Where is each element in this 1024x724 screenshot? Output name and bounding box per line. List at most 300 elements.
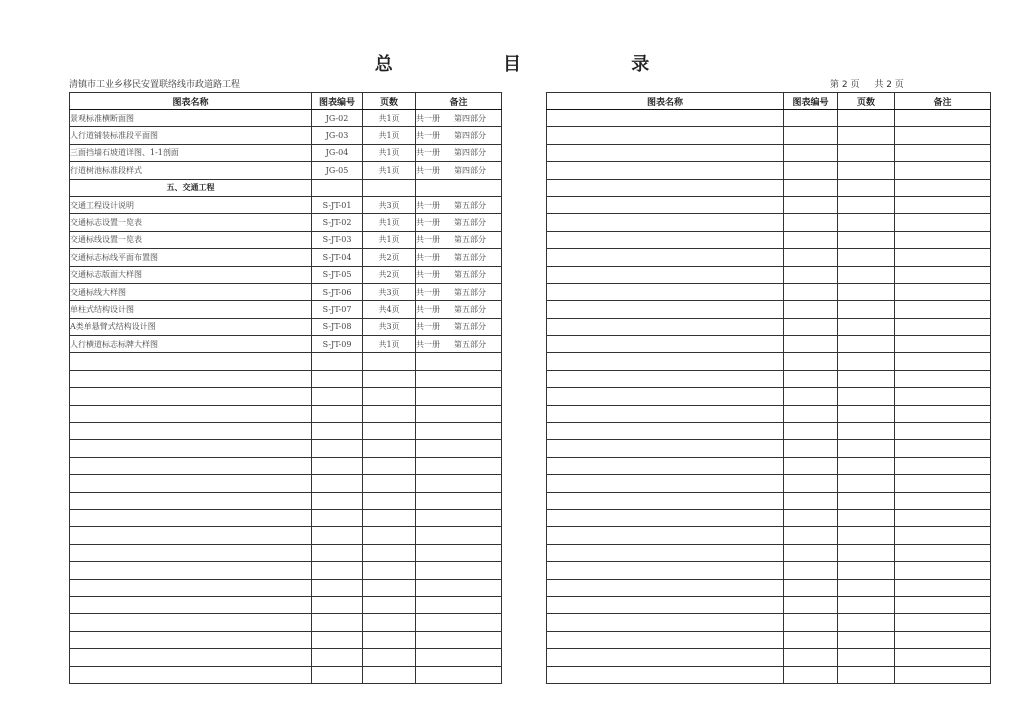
empty-cell bbox=[70, 475, 312, 492]
table-row bbox=[547, 475, 991, 492]
empty-cell bbox=[363, 388, 416, 405]
empty-cell bbox=[547, 162, 784, 179]
table-row bbox=[547, 231, 991, 248]
empty-cell bbox=[363, 353, 416, 370]
empty-cell bbox=[784, 544, 838, 561]
empty-cell bbox=[312, 509, 363, 526]
empty-cell bbox=[363, 527, 416, 544]
empty-cell bbox=[895, 336, 991, 353]
volume-label: 共一册 bbox=[416, 165, 440, 175]
empty-cell bbox=[547, 649, 784, 666]
empty-cell bbox=[312, 666, 363, 683]
table-row bbox=[547, 666, 991, 683]
section-heading: 五、交通工程 bbox=[70, 179, 312, 196]
empty-cell bbox=[895, 405, 991, 422]
drawing-code: S-JT-05 bbox=[312, 266, 363, 283]
table-row bbox=[70, 283, 502, 300]
volume-label: 共一册 bbox=[416, 304, 440, 314]
drawing-code: S-JT-06 bbox=[312, 283, 363, 300]
empty-cell bbox=[70, 544, 312, 561]
empty-cell bbox=[784, 596, 838, 613]
table-row bbox=[547, 336, 991, 353]
empty-cell bbox=[895, 527, 991, 544]
drawing-name: 人行道铺装标准段平面图 bbox=[70, 127, 312, 144]
empty-cell bbox=[70, 562, 312, 579]
part-label: 第五部分 bbox=[454, 322, 486, 332]
empty-cell bbox=[312, 614, 363, 631]
part-label: 第五部分 bbox=[454, 200, 486, 210]
empty-cell bbox=[895, 492, 991, 509]
page-count: 共3页 bbox=[363, 196, 416, 213]
table-row bbox=[70, 579, 502, 596]
drawing-name: 交通标志设置一览表 bbox=[70, 214, 312, 231]
remark bbox=[416, 301, 502, 318]
empty-cell bbox=[838, 614, 895, 631]
empty-cell bbox=[312, 544, 363, 561]
drawing-name: 行道树池标准段样式 bbox=[70, 162, 312, 179]
remark bbox=[416, 336, 502, 353]
header-pages: 页数 bbox=[363, 93, 416, 110]
table-row bbox=[70, 440, 502, 457]
drawing-code: S-JT-01 bbox=[312, 196, 363, 213]
empty-cell bbox=[895, 666, 991, 683]
table-row bbox=[70, 266, 502, 283]
empty-cell bbox=[547, 475, 784, 492]
table-row bbox=[547, 370, 991, 387]
empty-cell bbox=[70, 440, 312, 457]
page-count bbox=[363, 179, 416, 196]
empty-cell bbox=[70, 631, 312, 648]
empty-cell bbox=[838, 336, 895, 353]
header-note: 备注 bbox=[416, 93, 502, 110]
empty-cell bbox=[312, 562, 363, 579]
empty-cell bbox=[784, 370, 838, 387]
empty-cell bbox=[312, 631, 363, 648]
volume-label: 共一册 bbox=[416, 287, 440, 297]
empty-cell bbox=[547, 579, 784, 596]
empty-cell bbox=[838, 475, 895, 492]
drawing-code: S-JT-09 bbox=[312, 336, 363, 353]
table-row bbox=[547, 162, 991, 179]
empty-cell bbox=[363, 440, 416, 457]
table-row bbox=[70, 649, 502, 666]
empty-cell bbox=[547, 666, 784, 683]
remark bbox=[416, 214, 502, 231]
table-header-row bbox=[547, 93, 991, 110]
empty-cell bbox=[895, 596, 991, 613]
page-info bbox=[830, 77, 916, 90]
page-count: 共4页 bbox=[363, 301, 416, 318]
empty-cell bbox=[895, 388, 991, 405]
table-row bbox=[547, 249, 991, 266]
empty-cell bbox=[547, 318, 784, 335]
empty-cell bbox=[895, 370, 991, 387]
empty-cell bbox=[70, 370, 312, 387]
empty-cell bbox=[416, 544, 502, 561]
empty-cell bbox=[363, 475, 416, 492]
table-row bbox=[547, 405, 991, 422]
toc-table-left bbox=[69, 92, 502, 684]
part-label: 第四部分 bbox=[454, 113, 486, 123]
table-row bbox=[70, 249, 502, 266]
table-row bbox=[547, 649, 991, 666]
empty-cell bbox=[312, 440, 363, 457]
table-row bbox=[70, 231, 502, 248]
empty-cell bbox=[416, 579, 502, 596]
empty-cell bbox=[547, 370, 784, 387]
table-row bbox=[70, 214, 502, 231]
drawing-name: 交通工程设计说明 bbox=[70, 196, 312, 213]
table-row bbox=[70, 336, 502, 353]
empty-cell bbox=[70, 527, 312, 544]
empty-cell bbox=[838, 440, 895, 457]
table-row bbox=[70, 631, 502, 648]
drawing-name: 三面挡墙石坡道详图、1-1剖面 bbox=[70, 144, 312, 161]
table-row bbox=[547, 127, 991, 144]
empty-cell bbox=[547, 614, 784, 631]
toc-table-right bbox=[546, 92, 991, 684]
page-count: 共3页 bbox=[363, 318, 416, 335]
table-row bbox=[70, 127, 502, 144]
empty-cell bbox=[363, 631, 416, 648]
part-label: 第五部分 bbox=[454, 287, 486, 297]
empty-cell bbox=[312, 649, 363, 666]
table-row bbox=[70, 144, 502, 161]
empty-cell bbox=[838, 266, 895, 283]
empty-cell bbox=[838, 423, 895, 440]
remark bbox=[416, 127, 502, 144]
empty-cell bbox=[784, 318, 838, 335]
drawing-name: 交通标志标线平面布置图 bbox=[70, 249, 312, 266]
header-code: 图表编号 bbox=[312, 93, 363, 110]
empty-cell bbox=[838, 509, 895, 526]
empty-cell bbox=[70, 596, 312, 613]
empty-cell bbox=[70, 614, 312, 631]
table-row bbox=[70, 457, 502, 474]
empty-cell bbox=[416, 353, 502, 370]
empty-cell bbox=[547, 301, 784, 318]
part-label: 第五部分 bbox=[454, 218, 486, 228]
project-name: 清镇市工业乡移民安置联络线市政道路工程 bbox=[69, 80, 241, 90]
empty-cell bbox=[838, 144, 895, 161]
page-count: 共2页 bbox=[363, 266, 416, 283]
empty-cell bbox=[363, 562, 416, 579]
empty-cell bbox=[416, 405, 502, 422]
empty-cell bbox=[784, 631, 838, 648]
empty-cell bbox=[895, 231, 991, 248]
table-row bbox=[70, 614, 502, 631]
volume-label: 共一册 bbox=[416, 322, 440, 332]
table-row bbox=[547, 214, 991, 231]
table-row bbox=[547, 283, 991, 300]
empty-cell bbox=[312, 475, 363, 492]
header-name: 图表名称 bbox=[547, 93, 784, 110]
volume-label: 共一册 bbox=[416, 252, 440, 262]
empty-cell bbox=[70, 388, 312, 405]
empty-cell bbox=[547, 544, 784, 561]
empty-cell bbox=[547, 492, 784, 509]
empty-cell bbox=[547, 388, 784, 405]
empty-cell bbox=[838, 649, 895, 666]
empty-cell bbox=[895, 318, 991, 335]
part-label: 第五部分 bbox=[454, 270, 486, 280]
empty-cell bbox=[895, 249, 991, 266]
empty-cell bbox=[363, 649, 416, 666]
empty-cell bbox=[363, 614, 416, 631]
volume-label: 共一册 bbox=[416, 270, 440, 280]
table-row bbox=[70, 318, 502, 335]
empty-cell bbox=[838, 301, 895, 318]
empty-cell bbox=[547, 457, 784, 474]
empty-cell bbox=[895, 127, 991, 144]
empty-cell bbox=[895, 457, 991, 474]
empty-cell bbox=[312, 579, 363, 596]
empty-cell bbox=[895, 631, 991, 648]
part-label: 第四部分 bbox=[454, 165, 486, 175]
page-count: 共2页 bbox=[363, 249, 416, 266]
table-row bbox=[70, 110, 502, 127]
remark bbox=[416, 162, 502, 179]
remark bbox=[416, 231, 502, 248]
table-row bbox=[547, 318, 991, 335]
empty-cell bbox=[895, 509, 991, 526]
drawing-code: S-JT-07 bbox=[312, 301, 363, 318]
volume-label: 共一册 bbox=[416, 113, 440, 123]
remark bbox=[416, 110, 502, 127]
empty-cell bbox=[70, 649, 312, 666]
empty-cell bbox=[784, 492, 838, 509]
remark bbox=[416, 266, 502, 283]
empty-cell bbox=[895, 196, 991, 213]
empty-cell bbox=[416, 492, 502, 509]
empty-cell bbox=[838, 544, 895, 561]
empty-cell bbox=[784, 196, 838, 213]
empty-cell bbox=[416, 440, 502, 457]
empty-cell bbox=[784, 405, 838, 422]
table-row bbox=[547, 457, 991, 474]
empty-cell bbox=[784, 423, 838, 440]
empty-cell bbox=[547, 631, 784, 648]
empty-cell bbox=[784, 562, 838, 579]
empty-cell bbox=[784, 110, 838, 127]
table-row bbox=[547, 544, 991, 561]
empty-cell bbox=[416, 370, 502, 387]
drawing-name: 交通标线大样图 bbox=[70, 283, 312, 300]
empty-cell bbox=[416, 614, 502, 631]
table-row bbox=[70, 527, 502, 544]
header-pages: 页数 bbox=[838, 93, 895, 110]
empty-cell bbox=[547, 231, 784, 248]
empty-cell bbox=[895, 353, 991, 370]
empty-cell bbox=[547, 266, 784, 283]
empty-cell bbox=[312, 370, 363, 387]
empty-cell bbox=[784, 179, 838, 196]
empty-cell bbox=[895, 475, 991, 492]
empty-cell bbox=[784, 666, 838, 683]
empty-cell bbox=[312, 353, 363, 370]
empty-cell bbox=[838, 283, 895, 300]
part-label: 第五部分 bbox=[454, 304, 486, 314]
page-count: 共1页 bbox=[363, 336, 416, 353]
empty-cell bbox=[838, 596, 895, 613]
table-row bbox=[70, 666, 502, 683]
table-row bbox=[70, 405, 502, 422]
empty-cell bbox=[416, 457, 502, 474]
table-row bbox=[70, 562, 502, 579]
remark bbox=[416, 318, 502, 335]
empty-cell bbox=[784, 475, 838, 492]
header-name: 图表名称 bbox=[70, 93, 312, 110]
empty-cell bbox=[838, 353, 895, 370]
empty-cell bbox=[416, 509, 502, 526]
empty-cell bbox=[70, 405, 312, 422]
table-row bbox=[547, 110, 991, 127]
page-count: 共1页 bbox=[363, 144, 416, 161]
empty-cell bbox=[895, 214, 991, 231]
drawing-name: 交通标线设置一览表 bbox=[70, 231, 312, 248]
empty-cell bbox=[547, 249, 784, 266]
drawing-code: S-JT-04 bbox=[312, 249, 363, 266]
empty-cell bbox=[838, 179, 895, 196]
page-count: 共3页 bbox=[363, 283, 416, 300]
empty-cell bbox=[784, 162, 838, 179]
empty-cell bbox=[547, 596, 784, 613]
table-row bbox=[70, 196, 502, 213]
empty-cell bbox=[70, 423, 312, 440]
table-row bbox=[547, 423, 991, 440]
empty-cell bbox=[547, 562, 784, 579]
table-row bbox=[70, 492, 502, 509]
empty-cell bbox=[363, 544, 416, 561]
empty-cell bbox=[838, 562, 895, 579]
page-title: 总 目 录 bbox=[374, 54, 702, 75]
empty-cell bbox=[838, 405, 895, 422]
empty-cell bbox=[895, 562, 991, 579]
table-row bbox=[547, 144, 991, 161]
drawing-code: JG-03 bbox=[312, 127, 363, 144]
empty-cell bbox=[838, 110, 895, 127]
empty-cell bbox=[784, 127, 838, 144]
current-page-label: 第 2 页 bbox=[830, 80, 860, 90]
empty-cell bbox=[416, 562, 502, 579]
empty-cell bbox=[363, 666, 416, 683]
header-note: 备注 bbox=[895, 93, 991, 110]
empty-cell bbox=[547, 527, 784, 544]
empty-cell bbox=[784, 614, 838, 631]
table-row bbox=[547, 596, 991, 613]
empty-cell bbox=[895, 440, 991, 457]
empty-cell bbox=[547, 214, 784, 231]
empty-cell bbox=[784, 283, 838, 300]
drawing-name: 人行横道标志标牌大样图 bbox=[70, 336, 312, 353]
empty-cell bbox=[784, 301, 838, 318]
empty-cell bbox=[895, 544, 991, 561]
table-row bbox=[70, 544, 502, 561]
empty-cell bbox=[416, 666, 502, 683]
empty-cell bbox=[547, 423, 784, 440]
empty-cell bbox=[784, 266, 838, 283]
drawing-code: JG-05 bbox=[312, 162, 363, 179]
drawing-code: S-JT-02 bbox=[312, 214, 363, 231]
table-row bbox=[70, 388, 502, 405]
empty-cell bbox=[312, 492, 363, 509]
table-row bbox=[547, 353, 991, 370]
remark bbox=[416, 249, 502, 266]
empty-cell bbox=[547, 144, 784, 161]
table-row bbox=[547, 266, 991, 283]
drawing-code: S-JT-03 bbox=[312, 231, 363, 248]
remark bbox=[416, 179, 502, 196]
empty-cell bbox=[895, 649, 991, 666]
empty-cell bbox=[838, 579, 895, 596]
empty-cell bbox=[838, 249, 895, 266]
empty-cell bbox=[363, 596, 416, 613]
table-header-row bbox=[70, 93, 502, 110]
page-count: 共1页 bbox=[363, 214, 416, 231]
empty-cell bbox=[312, 423, 363, 440]
empty-cell bbox=[838, 196, 895, 213]
empty-cell bbox=[838, 527, 895, 544]
empty-cell bbox=[784, 353, 838, 370]
empty-cell bbox=[70, 353, 312, 370]
table-row bbox=[547, 179, 991, 196]
drawing-code: JG-04 bbox=[312, 144, 363, 161]
empty-cell bbox=[784, 214, 838, 231]
empty-cell bbox=[784, 231, 838, 248]
remark bbox=[416, 283, 502, 300]
empty-cell bbox=[895, 144, 991, 161]
empty-cell bbox=[895, 162, 991, 179]
page-count: 共1页 bbox=[363, 127, 416, 144]
volume-label: 共一册 bbox=[416, 218, 440, 228]
table-row bbox=[547, 440, 991, 457]
table-row bbox=[547, 492, 991, 509]
empty-cell bbox=[416, 631, 502, 648]
drawing-code bbox=[312, 179, 363, 196]
empty-cell bbox=[547, 179, 784, 196]
volume-label: 共一册 bbox=[416, 131, 440, 141]
table-row bbox=[547, 388, 991, 405]
remark bbox=[416, 144, 502, 161]
empty-cell bbox=[70, 492, 312, 509]
empty-cell bbox=[784, 527, 838, 544]
empty-cell bbox=[895, 110, 991, 127]
empty-cell bbox=[784, 579, 838, 596]
table-row bbox=[70, 423, 502, 440]
table-row bbox=[70, 596, 502, 613]
empty-cell bbox=[547, 196, 784, 213]
volume-label: 共一册 bbox=[416, 235, 440, 245]
empty-cell bbox=[838, 388, 895, 405]
drawing-name: 景观标准横断面图 bbox=[70, 110, 312, 127]
table-row bbox=[547, 631, 991, 648]
volume-label: 共一册 bbox=[416, 200, 440, 210]
empty-cell bbox=[70, 509, 312, 526]
part-label: 第五部分 bbox=[454, 339, 486, 349]
empty-cell bbox=[416, 649, 502, 666]
table-row bbox=[70, 509, 502, 526]
empty-cell bbox=[547, 405, 784, 422]
empty-cell bbox=[547, 110, 784, 127]
empty-cell bbox=[895, 423, 991, 440]
drawing-name: 单柱式结构设计图 bbox=[70, 301, 312, 318]
empty-cell bbox=[416, 388, 502, 405]
header-code: 图表编号 bbox=[784, 93, 838, 110]
empty-cell bbox=[895, 179, 991, 196]
part-label: 第四部分 bbox=[454, 131, 486, 141]
empty-cell bbox=[838, 666, 895, 683]
empty-cell bbox=[547, 127, 784, 144]
